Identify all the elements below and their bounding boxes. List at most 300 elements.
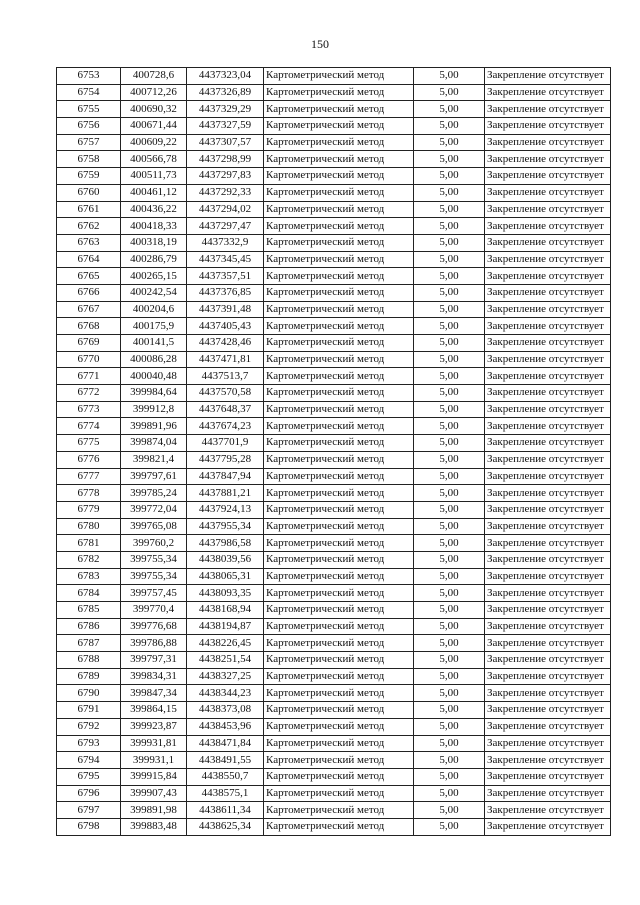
fixation-cell: Закрепление отсутствует xyxy=(485,518,611,535)
point-number-cell: 6776 xyxy=(57,451,121,468)
accuracy-cell: 5,00 xyxy=(414,68,485,85)
method-cell: Картометрический метод xyxy=(264,785,414,802)
accuracy-cell: 5,00 xyxy=(414,551,485,568)
y-coordinate-cell: 4437648,37 xyxy=(187,401,264,418)
fixation-cell: Закрепление отсутствует xyxy=(485,668,611,685)
method-cell: Картометрический метод xyxy=(264,118,414,135)
method-cell: Картометрический метод xyxy=(264,201,414,218)
fixation-cell: Закрепление отсутствует xyxy=(485,401,611,418)
method-cell: Картометрический метод xyxy=(264,368,414,385)
fixation-cell: Закрепление отсутствует xyxy=(485,451,611,468)
fixation-cell: Закрепление отсутствует xyxy=(485,134,611,151)
method-cell: Картометрический метод xyxy=(264,702,414,719)
y-coordinate-cell: 4438611,34 xyxy=(187,802,264,819)
point-number-cell: 6797 xyxy=(57,802,121,819)
method-cell: Картометрический метод xyxy=(264,668,414,685)
table-row xyxy=(57,752,611,769)
fixation-cell: Закрепление отсутствует xyxy=(485,468,611,485)
table-row xyxy=(57,251,611,268)
fixation-cell: Закрепление отсутствует xyxy=(485,785,611,802)
point-number-cell: 6761 xyxy=(57,201,121,218)
x-coordinate-cell: 399864,15 xyxy=(121,702,187,719)
fixation-cell: Закрепление отсутствует xyxy=(485,234,611,251)
table-row xyxy=(57,168,611,185)
y-coordinate-cell: 4437297,83 xyxy=(187,168,264,185)
point-number-cell: 6780 xyxy=(57,518,121,535)
point-number-cell: 6778 xyxy=(57,485,121,502)
table-row xyxy=(57,451,611,468)
point-number-cell: 6786 xyxy=(57,618,121,635)
fixation-cell: Закрепление отсутствует xyxy=(485,168,611,185)
table-row xyxy=(57,134,611,151)
method-cell: Картометрический метод xyxy=(264,585,414,602)
x-coordinate-cell: 399765,08 xyxy=(121,518,187,535)
accuracy-cell: 5,00 xyxy=(414,802,485,819)
fixation-cell: Закрепление отсутствует xyxy=(485,251,611,268)
method-cell: Картометрический метод xyxy=(264,351,414,368)
table-row xyxy=(57,301,611,318)
method-cell: Картометрический метод xyxy=(264,184,414,201)
x-coordinate-cell: 399760,2 xyxy=(121,535,187,552)
point-number-cell: 6756 xyxy=(57,118,121,135)
method-cell: Картометрический метод xyxy=(264,485,414,502)
y-coordinate-cell: 4438373,08 xyxy=(187,702,264,719)
method-cell: Картометрический метод xyxy=(264,134,414,151)
accuracy-cell: 5,00 xyxy=(414,718,485,735)
method-cell: Картометрический метод xyxy=(264,218,414,235)
point-number-cell: 6767 xyxy=(57,301,121,318)
method-cell: Картометрический метод xyxy=(264,518,414,535)
x-coordinate-cell: 400040,48 xyxy=(121,368,187,385)
y-coordinate-cell: 4437297,47 xyxy=(187,218,264,235)
y-coordinate-cell: 4438327,25 xyxy=(187,668,264,685)
x-coordinate-cell: 399755,34 xyxy=(121,551,187,568)
table-row xyxy=(57,234,611,251)
x-coordinate-cell: 400318,19 xyxy=(121,234,187,251)
method-cell: Картометрический метод xyxy=(264,101,414,118)
x-coordinate-cell: 399912,8 xyxy=(121,401,187,418)
point-number-cell: 6781 xyxy=(57,535,121,552)
x-coordinate-cell: 399834,31 xyxy=(121,668,187,685)
accuracy-cell: 5,00 xyxy=(414,735,485,752)
accuracy-cell: 5,00 xyxy=(414,101,485,118)
point-number-cell: 6796 xyxy=(57,785,121,802)
x-coordinate-cell: 400418,33 xyxy=(121,218,187,235)
x-coordinate-cell: 400141,5 xyxy=(121,335,187,352)
method-cell: Картометрический метод xyxy=(264,435,414,452)
point-number-cell: 6783 xyxy=(57,568,121,585)
point-number-cell: 6775 xyxy=(57,435,121,452)
method-cell: Картометрический метод xyxy=(264,768,414,785)
accuracy-cell: 5,00 xyxy=(414,284,485,301)
method-cell: Картометрический метод xyxy=(264,652,414,669)
method-cell: Картометрический метод xyxy=(264,752,414,769)
fixation-cell: Закрепление отсутствует xyxy=(485,318,611,335)
accuracy-cell: 5,00 xyxy=(414,518,485,535)
fixation-cell: Закрепление отсутствует xyxy=(485,618,611,635)
table-row xyxy=(57,535,611,552)
fixation-cell: Закрепление отсутствует xyxy=(485,602,611,619)
y-coordinate-cell: 4437292,33 xyxy=(187,184,264,201)
coordinates-table xyxy=(56,67,611,836)
x-coordinate-cell: 400728,6 xyxy=(121,68,187,85)
accuracy-cell: 5,00 xyxy=(414,335,485,352)
fixation-cell: Закрепление отсутствует xyxy=(485,201,611,218)
method-cell: Картометрический метод xyxy=(264,284,414,301)
table-row xyxy=(57,84,611,101)
accuracy-cell: 5,00 xyxy=(414,201,485,218)
table-row xyxy=(57,618,611,635)
accuracy-cell: 5,00 xyxy=(414,768,485,785)
table-row xyxy=(57,485,611,502)
fixation-cell: Закрепление отсутствует xyxy=(485,551,611,568)
method-cell: Картометрический метод xyxy=(264,301,414,318)
method-cell: Картометрический метод xyxy=(264,401,414,418)
y-coordinate-cell: 4438453,96 xyxy=(187,718,264,735)
point-number-cell: 6771 xyxy=(57,368,121,385)
method-cell: Картометрический метод xyxy=(264,385,414,402)
accuracy-cell: 5,00 xyxy=(414,668,485,685)
accuracy-cell: 5,00 xyxy=(414,752,485,769)
point-number-cell: 6787 xyxy=(57,635,121,652)
method-cell: Картометрический метод xyxy=(264,535,414,552)
accuracy-cell: 5,00 xyxy=(414,401,485,418)
y-coordinate-cell: 4437405,43 xyxy=(187,318,264,335)
y-coordinate-cell: 4437332,9 xyxy=(187,234,264,251)
fixation-cell: Закрепление отсутствует xyxy=(485,501,611,518)
table-row xyxy=(57,385,611,402)
table-row xyxy=(57,118,611,135)
point-number-cell: 6774 xyxy=(57,418,121,435)
point-number-cell: 6755 xyxy=(57,101,121,118)
method-cell: Картометрический метод xyxy=(264,468,414,485)
y-coordinate-cell: 4437327,59 xyxy=(187,118,264,135)
method-cell: Картометрический метод xyxy=(264,501,414,518)
y-coordinate-cell: 4437795,28 xyxy=(187,451,264,468)
x-coordinate-cell: 399891,96 xyxy=(121,418,187,435)
y-coordinate-cell: 4437298,99 xyxy=(187,151,264,168)
method-cell: Картометрический метод xyxy=(264,685,414,702)
fixation-cell: Закрепление отсутствует xyxy=(485,151,611,168)
fixation-cell: Закрепление отсутствует xyxy=(485,818,611,835)
point-number-cell: 6768 xyxy=(57,318,121,335)
fixation-cell: Закрепление отсутствует xyxy=(485,101,611,118)
accuracy-cell: 5,00 xyxy=(414,418,485,435)
table-row xyxy=(57,635,611,652)
point-number-cell: 6798 xyxy=(57,818,121,835)
y-coordinate-cell: 4437955,34 xyxy=(187,518,264,535)
point-number-cell: 6765 xyxy=(57,268,121,285)
table-row xyxy=(57,368,611,385)
accuracy-cell: 5,00 xyxy=(414,151,485,168)
x-coordinate-cell: 399847,34 xyxy=(121,685,187,702)
accuracy-cell: 5,00 xyxy=(414,184,485,201)
point-number-cell: 6779 xyxy=(57,501,121,518)
accuracy-cell: 5,00 xyxy=(414,501,485,518)
x-coordinate-cell: 399785,24 xyxy=(121,485,187,502)
x-coordinate-cell: 400690,32 xyxy=(121,101,187,118)
x-coordinate-cell: 399891,98 xyxy=(121,802,187,819)
table-row xyxy=(57,818,611,835)
table-row xyxy=(57,151,611,168)
x-coordinate-cell: 399931,1 xyxy=(121,752,187,769)
table-row xyxy=(57,568,611,585)
table-row xyxy=(57,401,611,418)
fixation-cell: Закрепление отсутствует xyxy=(485,752,611,769)
x-coordinate-cell: 399776,68 xyxy=(121,618,187,635)
x-coordinate-cell: 399915,84 xyxy=(121,768,187,785)
fixation-cell: Закрепление отсутствует xyxy=(485,218,611,235)
table-row xyxy=(57,702,611,719)
y-coordinate-cell: 4438039,56 xyxy=(187,551,264,568)
table-row xyxy=(57,218,611,235)
table-row xyxy=(57,585,611,602)
y-coordinate-cell: 4438226,45 xyxy=(187,635,264,652)
point-number-cell: 6794 xyxy=(57,752,121,769)
point-number-cell: 6759 xyxy=(57,168,121,185)
y-coordinate-cell: 4438251,54 xyxy=(187,652,264,669)
point-number-cell: 6790 xyxy=(57,685,121,702)
x-coordinate-cell: 399786,88 xyxy=(121,635,187,652)
table-row xyxy=(57,802,611,819)
table-row xyxy=(57,518,611,535)
x-coordinate-cell: 400242,54 xyxy=(121,284,187,301)
x-coordinate-cell: 400671,44 xyxy=(121,118,187,135)
method-cell: Картометрический метод xyxy=(264,735,414,752)
method-cell: Картометрический метод xyxy=(264,151,414,168)
accuracy-cell: 5,00 xyxy=(414,702,485,719)
x-coordinate-cell: 400204,6 xyxy=(121,301,187,318)
x-coordinate-cell: 399772,04 xyxy=(121,501,187,518)
fixation-cell: Закрепление отсутствует xyxy=(485,435,611,452)
accuracy-cell: 5,00 xyxy=(414,485,485,502)
accuracy-cell: 5,00 xyxy=(414,652,485,669)
accuracy-cell: 5,00 xyxy=(414,385,485,402)
accuracy-cell: 5,00 xyxy=(414,451,485,468)
x-coordinate-cell: 399984,64 xyxy=(121,385,187,402)
table-row xyxy=(57,468,611,485)
point-number-cell: 6754 xyxy=(57,84,121,101)
accuracy-cell: 5,00 xyxy=(414,301,485,318)
accuracy-cell: 5,00 xyxy=(414,635,485,652)
y-coordinate-cell: 4438093,35 xyxy=(187,585,264,602)
point-number-cell: 6791 xyxy=(57,702,121,719)
table-row xyxy=(57,602,611,619)
y-coordinate-cell: 4438194,87 xyxy=(187,618,264,635)
table-row xyxy=(57,685,611,702)
y-coordinate-cell: 4438168,94 xyxy=(187,602,264,619)
fixation-cell: Закрепление отсутствует xyxy=(485,118,611,135)
x-coordinate-cell: 400086,28 xyxy=(121,351,187,368)
point-number-cell: 6753 xyxy=(57,68,121,85)
fixation-cell: Закрепление отсутствует xyxy=(485,184,611,201)
y-coordinate-cell: 4437326,89 xyxy=(187,84,264,101)
y-coordinate-cell: 4437986,58 xyxy=(187,535,264,552)
accuracy-cell: 5,00 xyxy=(414,468,485,485)
method-cell: Картометрический метод xyxy=(264,84,414,101)
point-number-cell: 6789 xyxy=(57,668,121,685)
fixation-cell: Закрепление отсутствует xyxy=(485,585,611,602)
table-row xyxy=(57,68,611,85)
y-coordinate-cell: 4437391,48 xyxy=(187,301,264,318)
table-row xyxy=(57,668,611,685)
y-coordinate-cell: 4437674,23 xyxy=(187,418,264,435)
fixation-cell: Закрепление отсутствует xyxy=(485,284,611,301)
y-coordinate-cell: 4438625,34 xyxy=(187,818,264,835)
accuracy-cell: 5,00 xyxy=(414,84,485,101)
accuracy-cell: 5,00 xyxy=(414,134,485,151)
point-number-cell: 6769 xyxy=(57,335,121,352)
fixation-cell: Закрепление отсутствует xyxy=(485,268,611,285)
table-row xyxy=(57,652,611,669)
x-coordinate-cell: 399931,81 xyxy=(121,735,187,752)
accuracy-cell: 5,00 xyxy=(414,785,485,802)
y-coordinate-cell: 4437471,81 xyxy=(187,351,264,368)
x-coordinate-cell: 399883,48 xyxy=(121,818,187,835)
fixation-cell: Закрепление отсутствует xyxy=(485,718,611,735)
accuracy-cell: 5,00 xyxy=(414,435,485,452)
point-number-cell: 6795 xyxy=(57,768,121,785)
x-coordinate-cell: 400511,73 xyxy=(121,168,187,185)
x-coordinate-cell: 399821,4 xyxy=(121,451,187,468)
y-coordinate-cell: 4437847,94 xyxy=(187,468,264,485)
x-coordinate-cell: 400566,78 xyxy=(121,151,187,168)
method-cell: Картометрический метод xyxy=(264,418,414,435)
table-row xyxy=(57,268,611,285)
accuracy-cell: 5,00 xyxy=(414,585,485,602)
method-cell: Картометрический метод xyxy=(264,234,414,251)
point-number-cell: 6762 xyxy=(57,218,121,235)
table-row xyxy=(57,418,611,435)
method-cell: Картометрический метод xyxy=(264,318,414,335)
x-coordinate-cell: 399874,04 xyxy=(121,435,187,452)
fixation-cell: Закрепление отсутствует xyxy=(485,702,611,719)
table-row xyxy=(57,184,611,201)
point-number-cell: 6784 xyxy=(57,585,121,602)
fixation-cell: Закрепление отсутствует xyxy=(485,84,611,101)
x-coordinate-cell: 400712,26 xyxy=(121,84,187,101)
x-coordinate-cell: 399907,43 xyxy=(121,785,187,802)
table-row xyxy=(57,718,611,735)
table-row xyxy=(57,284,611,301)
y-coordinate-cell: 4437357,51 xyxy=(187,268,264,285)
y-coordinate-cell: 4437345,45 xyxy=(187,251,264,268)
fixation-cell: Закрепление отсутствует xyxy=(485,368,611,385)
fixation-cell: Закрепление отсутствует xyxy=(485,335,611,352)
point-number-cell: 6760 xyxy=(57,184,121,201)
x-coordinate-cell: 400436,22 xyxy=(121,201,187,218)
point-number-cell: 6758 xyxy=(57,151,121,168)
x-coordinate-cell: 399755,34 xyxy=(121,568,187,585)
page-number: 150 xyxy=(311,37,329,51)
y-coordinate-cell: 4437881,21 xyxy=(187,485,264,502)
y-coordinate-cell: 4437329,29 xyxy=(187,101,264,118)
accuracy-cell: 5,00 xyxy=(414,118,485,135)
y-coordinate-cell: 4437294,02 xyxy=(187,201,264,218)
method-cell: Картометрический метод xyxy=(264,818,414,835)
point-number-cell: 6772 xyxy=(57,385,121,402)
point-number-cell: 6793 xyxy=(57,735,121,752)
fixation-cell: Закрепление отсутствует xyxy=(485,485,611,502)
table-row xyxy=(57,768,611,785)
point-number-cell: 6792 xyxy=(57,718,121,735)
x-coordinate-cell: 400461,12 xyxy=(121,184,187,201)
table-row xyxy=(57,335,611,352)
table-row xyxy=(57,785,611,802)
method-cell: Картометрический метод xyxy=(264,718,414,735)
accuracy-cell: 5,00 xyxy=(414,602,485,619)
x-coordinate-cell: 400286,79 xyxy=(121,251,187,268)
method-cell: Картометрический метод xyxy=(264,268,414,285)
point-number-cell: 6782 xyxy=(57,551,121,568)
method-cell: Картометрический метод xyxy=(264,618,414,635)
method-cell: Картометрический метод xyxy=(264,251,414,268)
y-coordinate-cell: 4438065,31 xyxy=(187,568,264,585)
y-coordinate-cell: 4437323,04 xyxy=(187,68,264,85)
y-coordinate-cell: 4438471,84 xyxy=(187,735,264,752)
table-row xyxy=(57,501,611,518)
method-cell: Картометрический метод xyxy=(264,551,414,568)
x-coordinate-cell: 399757,45 xyxy=(121,585,187,602)
x-coordinate-cell: 399923,87 xyxy=(121,718,187,735)
accuracy-cell: 5,00 xyxy=(414,268,485,285)
y-coordinate-cell: 4437513,7 xyxy=(187,368,264,385)
y-coordinate-cell: 4438550,7 xyxy=(187,768,264,785)
x-coordinate-cell: 400609,22 xyxy=(121,134,187,151)
fixation-cell: Закрепление отсутствует xyxy=(485,351,611,368)
accuracy-cell: 5,00 xyxy=(414,535,485,552)
fixation-cell: Закрепление отсутствует xyxy=(485,768,611,785)
point-number-cell: 6773 xyxy=(57,401,121,418)
point-number-cell: 6777 xyxy=(57,468,121,485)
accuracy-cell: 5,00 xyxy=(414,568,485,585)
point-number-cell: 6763 xyxy=(57,234,121,251)
table-row xyxy=(57,435,611,452)
accuracy-cell: 5,00 xyxy=(414,234,485,251)
y-coordinate-cell: 4438344,23 xyxy=(187,685,264,702)
table-row xyxy=(57,101,611,118)
accuracy-cell: 5,00 xyxy=(414,818,485,835)
x-coordinate-cell: 399797,31 xyxy=(121,652,187,669)
table-row xyxy=(57,318,611,335)
fixation-cell: Закрепление отсутствует xyxy=(485,652,611,669)
point-number-cell: 6757 xyxy=(57,134,121,151)
coordinates-table-body xyxy=(57,68,611,836)
accuracy-cell: 5,00 xyxy=(414,685,485,702)
y-coordinate-cell: 4437924,13 xyxy=(187,501,264,518)
fixation-cell: Закрепление отсутствует xyxy=(485,535,611,552)
method-cell: Картометрический метод xyxy=(264,451,414,468)
y-coordinate-cell: 4437307,57 xyxy=(187,134,264,151)
table-row xyxy=(57,201,611,218)
point-number-cell: 6770 xyxy=(57,351,121,368)
accuracy-cell: 5,00 xyxy=(414,368,485,385)
fixation-cell: Закрепление отсутствует xyxy=(485,635,611,652)
accuracy-cell: 5,00 xyxy=(414,618,485,635)
table-row xyxy=(57,551,611,568)
method-cell: Картометрический метод xyxy=(264,568,414,585)
point-number-cell: 6764 xyxy=(57,251,121,268)
method-cell: Картометрический метод xyxy=(264,168,414,185)
x-coordinate-cell: 400175,9 xyxy=(121,318,187,335)
y-coordinate-cell: 4437376,85 xyxy=(187,284,264,301)
point-number-cell: 6788 xyxy=(57,652,121,669)
x-coordinate-cell: 399770,4 xyxy=(121,602,187,619)
method-cell: Картометрический метод xyxy=(264,635,414,652)
accuracy-cell: 5,00 xyxy=(414,251,485,268)
accuracy-cell: 5,00 xyxy=(414,318,485,335)
y-coordinate-cell: 4437570,58 xyxy=(187,385,264,402)
